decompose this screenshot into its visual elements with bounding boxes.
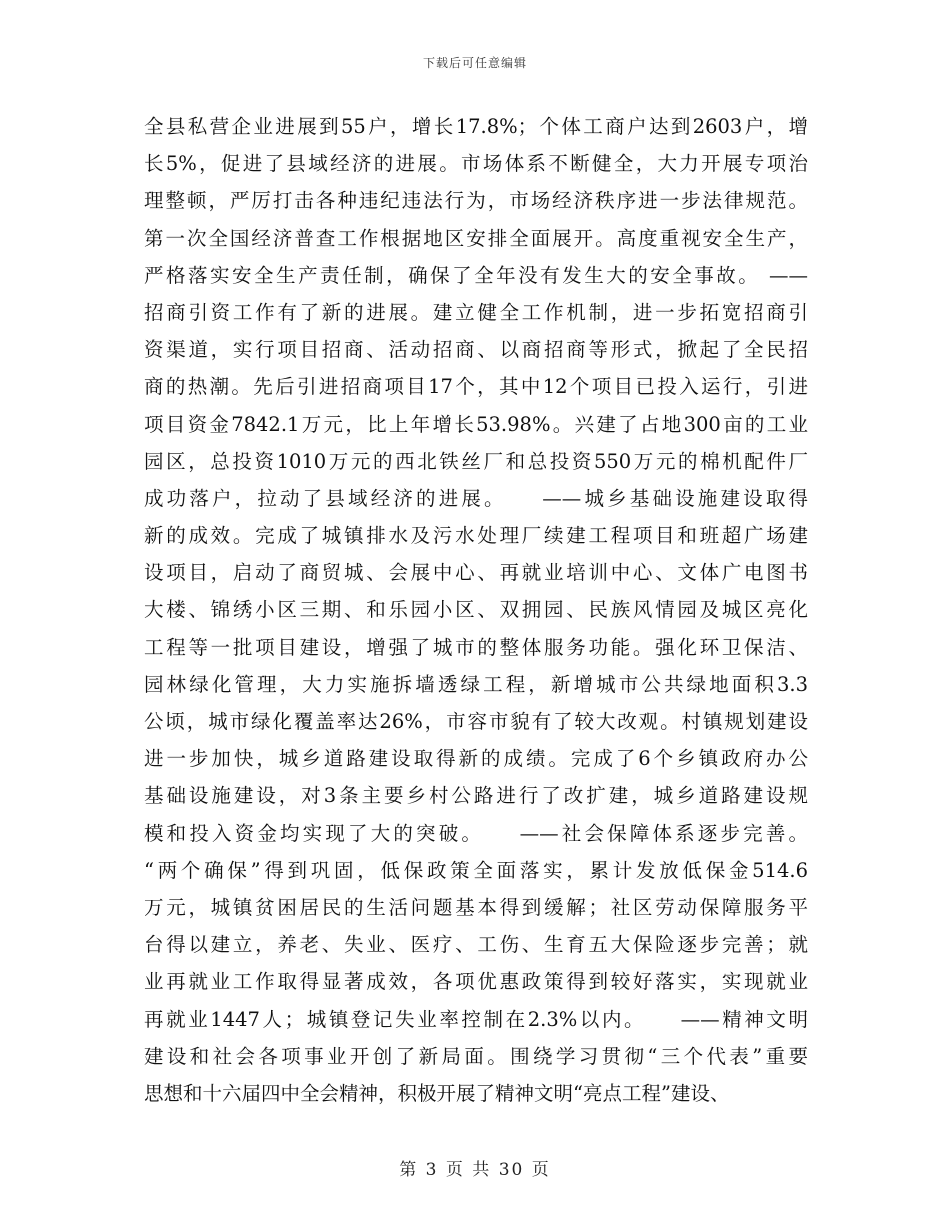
text-line: 进一步加快，城乡道路建设取得新的成绩。完成了6个乡镇政府办公	[144, 747, 808, 771]
text-line: 项目资金7842.1万元，比上年增长53.98%。兴建了占地300亩的工业	[144, 412, 808, 436]
text-line: 建设和社会各项事业开创了新局面。围绕学习贯彻“三个代表”重要	[144, 1044, 808, 1068]
text-line: 工程等一批项目建设，增强了城市的整体服务功能。强化环卫保洁、	[144, 635, 808, 659]
text-line: 再就业1447人；城镇登记失业率控制在2.3%以内。 ——精神文明	[144, 1007, 808, 1031]
text-line: 成功落户，拉动了县域经济的进展。 ——城乡基础设施建设取得	[144, 486, 808, 510]
text-line: 公顷，城市绿化覆盖率达26%，市容市貌有了较大改观。村镇规划建设	[144, 710, 808, 733]
text-line: 招商引资工作有了新的进展。建立健全工作机制，进一步拓宽招商引	[144, 300, 808, 324]
text-line: 园林绿化管理，大力实施拆墙透绿工程，新增城市公共绿地面积3.3	[144, 672, 808, 696]
text-line: 资渠道，实行项目招商、活动招商、以商招商等形式，掀起了全民招	[144, 338, 808, 362]
page-footer	[0, 1155, 950, 1180]
body-text	[144, 108, 808, 1112]
text-line: 理整顿，严厉打击各种违纪违法行为，市场经济秩序进一步法律规范。	[144, 189, 808, 213]
text-line: 业再就业工作取得显著成效，各项优惠政策得到较好落实，实现就业	[144, 970, 808, 994]
text-line: 设项目，启动了商贸城、会展中心、再就业培训中心、文体广电图书	[144, 561, 808, 585]
page-number: 第 3 页 共 30 页	[399, 1160, 551, 1180]
text-line: 园区，总投资1010万元的西北铁丝厂和总投资550万元的棉机配件厂	[144, 449, 808, 473]
text-line: 长5%，促进了县域经济的进展。市场体系不断健全，大力开展专项治	[144, 152, 808, 176]
text-line: 商的热潮。先后引进招商项目17个，其中12个项目已投入运行，引进	[144, 375, 808, 399]
text-line: 第一次全国经济普查工作根据地区安排全面展开。高度重视安全生产，	[144, 226, 808, 250]
text-line: 全县私营企业进展到55户，增长17.8%；个体工商户达到2603户，增	[144, 115, 808, 138]
text-line: “两个确保”得到巩固，低保政策全面落实，累计发放低保金514.6	[144, 858, 808, 882]
text-line: 严格落实安全生产责任制，确保了全年没有发生大的安全事故。 ——	[144, 263, 808, 287]
text-line: 思想和十六届四中全会精神，积极开展了精神文明“亮点工程”建设、	[144, 1081, 730, 1105]
text-line: 新的成效。完成了城镇排水及污水处理厂续建工程项目和班超广场建	[144, 524, 808, 548]
text-line: 大楼、锦绣小区三期、和乐园小区、双拥园、民族风情园及城区亮化	[144, 598, 808, 622]
page-header: 下载后可任意编辑	[422, 56, 527, 70]
text-line: 台得以建立，养老、失业、医疗、工伤、生育五大保险逐步完善；就	[144, 933, 808, 957]
text-line: 模和投入资金均实现了大的突破。 ——社会保障体系逐步完善。	[144, 821, 808, 845]
text-line: 万元，城镇贫困居民的生活问题基本得到缓解；社区劳动保障服务平	[144, 895, 808, 919]
text-line: 基础设施建设，对3条主要乡村公路进行了改扩建，城乡道路建设规	[144, 784, 808, 808]
